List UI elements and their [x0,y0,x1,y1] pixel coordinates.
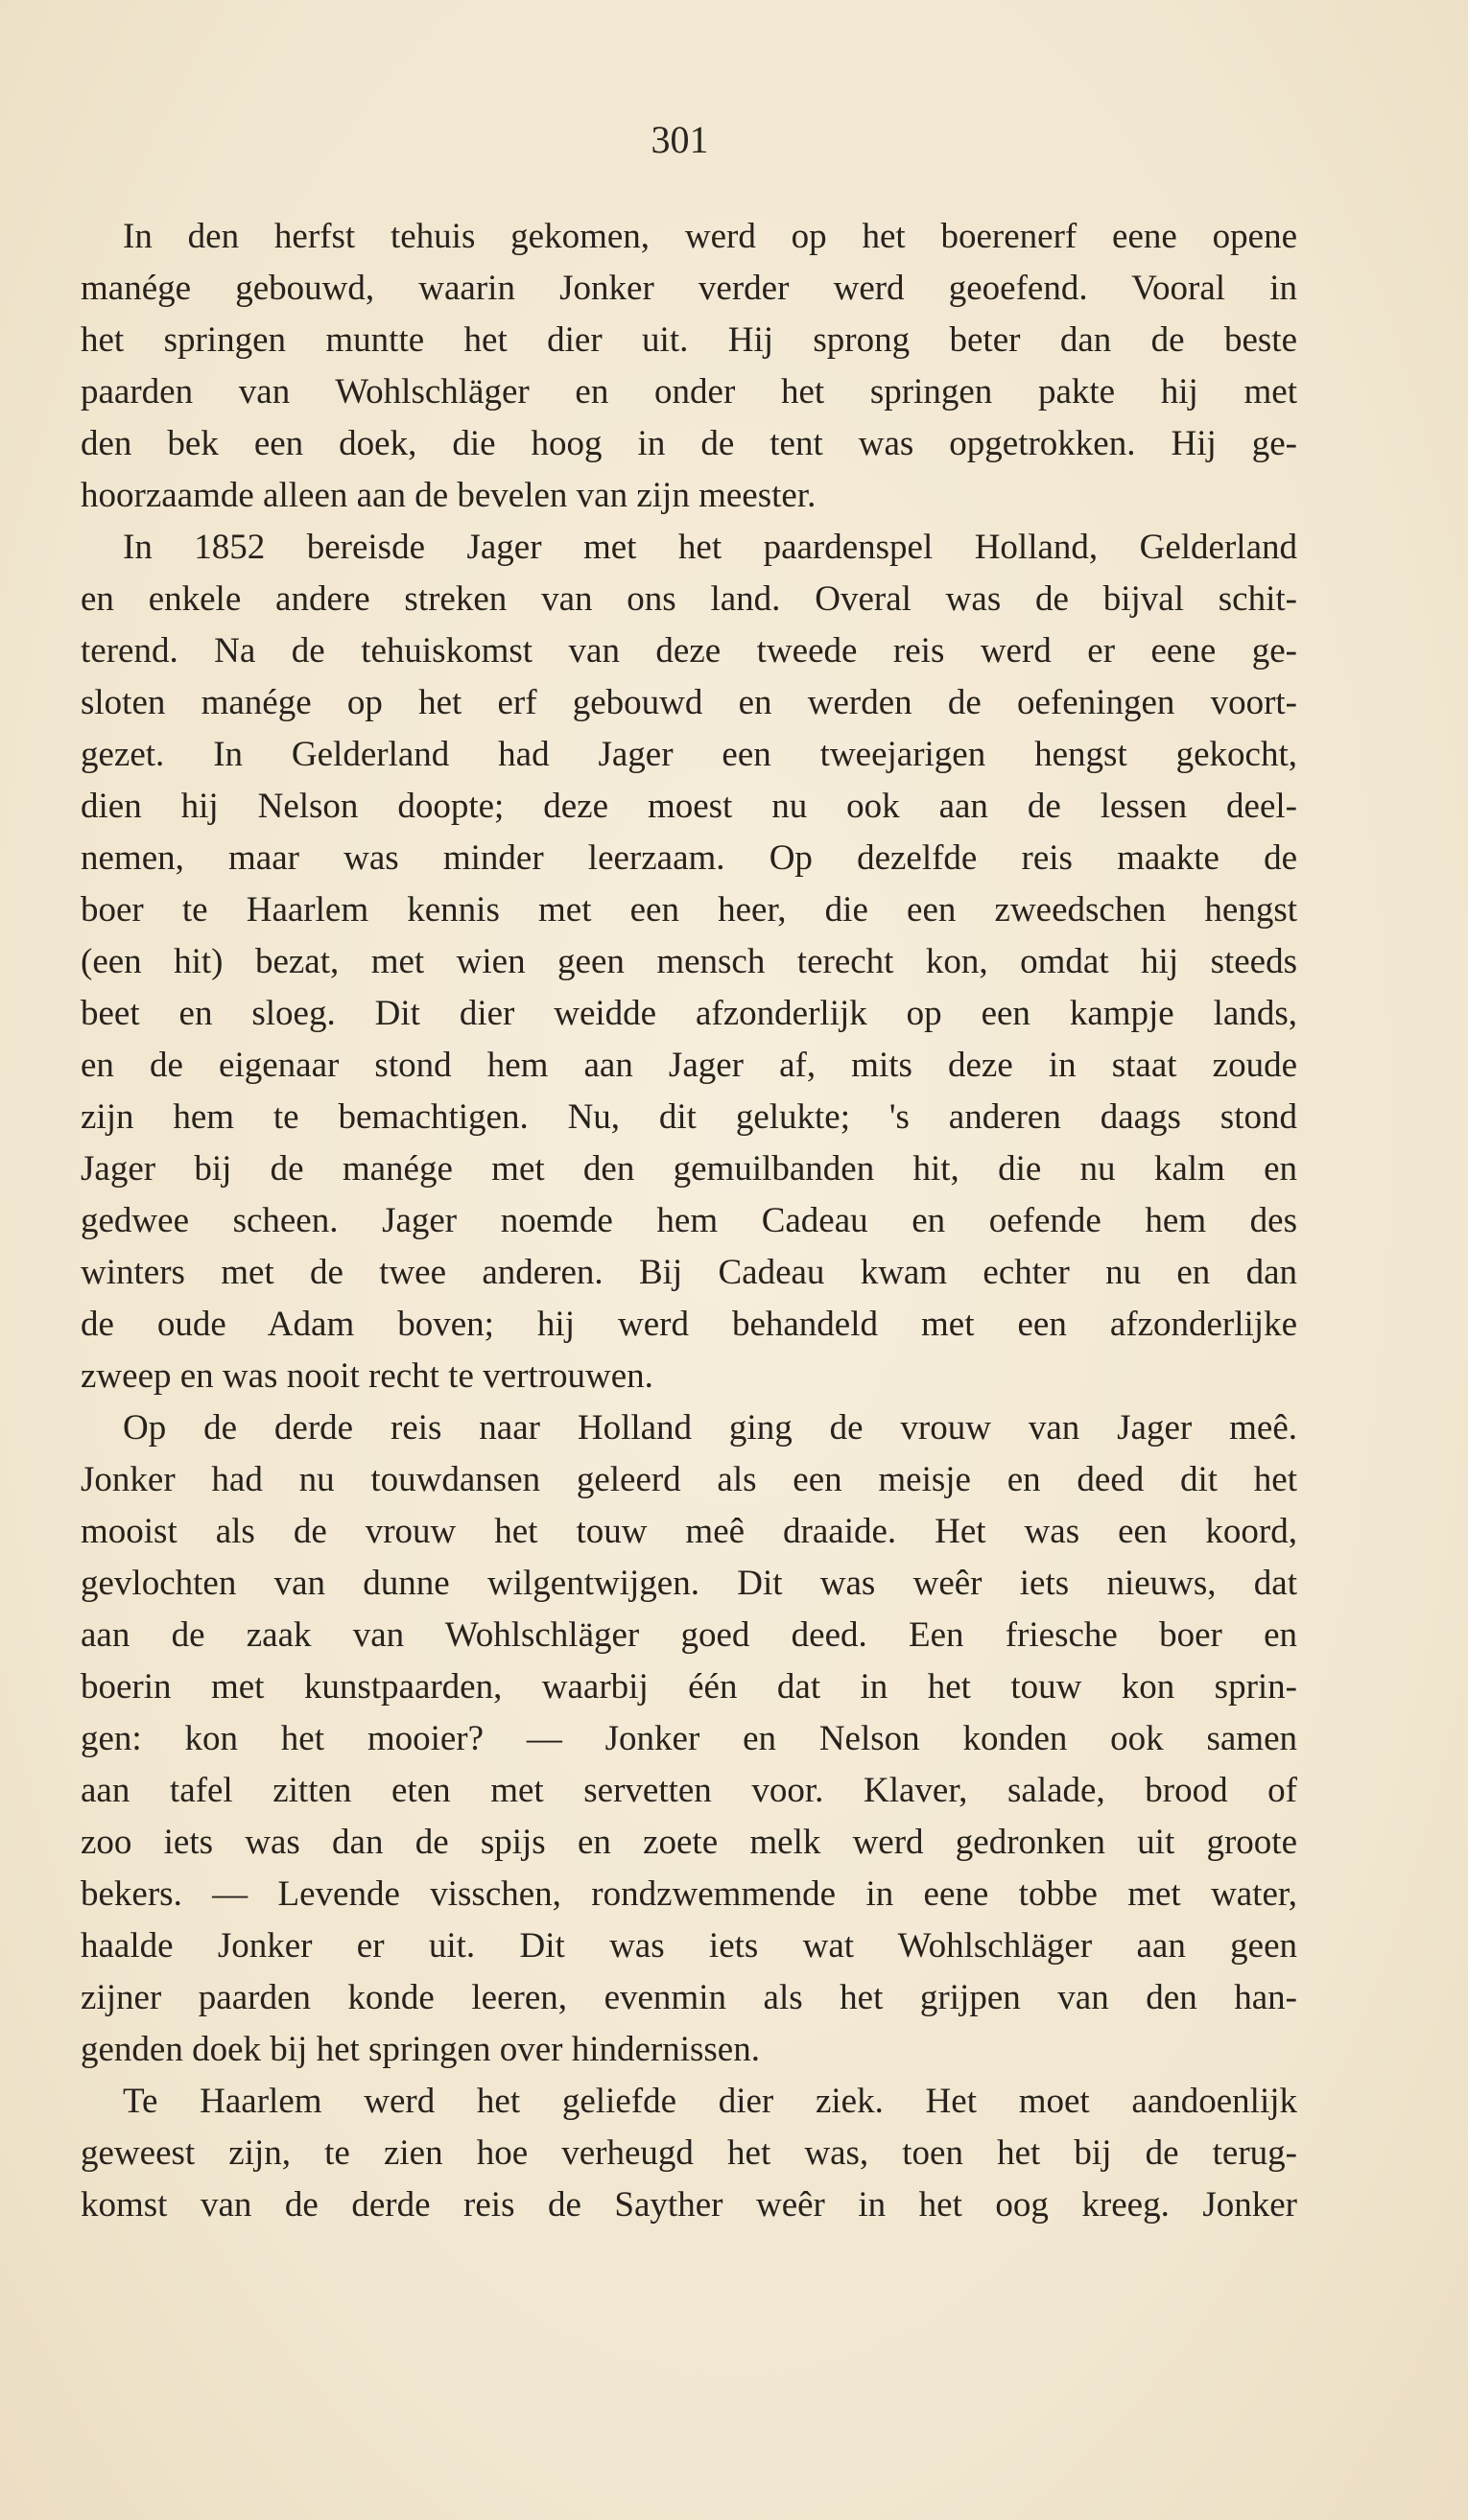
text-line: zijner paarden konde leeren, evenmin als het grijpen van den han- [81,1978,1297,2017]
text-line: hoorzaamde alleen aan de bevelen van zijn meester. [81,476,817,515]
text-line: zijn hem te bemachtigen. Nu, dit gelukte; 's anderen daags stond [81,1097,1297,1137]
text-line: In 1852 bereisde Jager met het paardenspel Holland, Gelderland [123,528,1297,567]
text-line: terend. Na de tehuiskomst van deze tweede reis werd er eene ge- [81,631,1297,671]
text-line: gevlochten van dunne wilgentwijgen. Dit was weêr iets nieuws, dat [81,1564,1297,1603]
text-line: boer te Haarlem kennis met een heer, die een zweedschen hengst [81,890,1297,930]
text-line: manége gebouwd, waarin Jonker verder werd geoefend. Vooral in [81,269,1297,308]
text-line: gezet. In Gelderland had Jager een tweejarigen hengst gekocht, [81,735,1297,774]
text-line: Op de derde reis naar Holland ging de vrouw van Jager meê. [123,1408,1297,1448]
text-line: den bek een doek, die hoog in de tent was opgetrokken. Hij ge- [81,424,1297,463]
text-line: mooist als de vrouw het touw meê draaide. Het was een koord, [81,1512,1297,1551]
text-line: het springen muntte het dier uit. Hij sprong beter dan de beste [81,320,1297,360]
text-line: Te Haarlem werd het geliefde dier ziek. Het moet aandoenlijk [123,2082,1297,2121]
text-line: gen: kon het mooier? — Jonker en Nelson konden ook samen [81,1719,1297,1758]
text-line: Jager bij de manége met den gemuilbanden hit, die nu kalm en [81,1149,1297,1189]
text-line: In den herfst tehuis gekomen, werd op het boerenerf eene opene [123,217,1297,256]
text-line: beet en sloeg. Dit dier weidde afzonderlijk op een kampje lands, [81,994,1297,1033]
text-line: en enkele andere streken van ons land. Overal was de bijval schit- [81,579,1297,619]
page-number: 301 [651,118,709,161]
text-line: zoo iets was dan de spijs en zoete melk werd gedronken uit groote [81,1823,1297,1862]
text-line: paarden van Wohlschläger en onder het springen pakte hij met [81,372,1297,412]
text-line: nemen, maar was minder leerzaam. Op dezelfde reis maakte de [81,838,1297,878]
body-text [81,211,1297,2231]
text-line: genden doek bij het springen over hindernissen. [81,2030,760,2069]
text-line: komst van de derde reis de Sayther weêr in het oog kreeg. Jonker [81,2185,1297,2225]
text-line: sloten manége op het erf gebouwd en werden de oefeningen voort- [81,683,1297,722]
text-line: Jonker had nu touwdansen geleerd als een meisje en deed dit het [81,1460,1297,1499]
text-line: boerin met kunstpaarden, waarbij één dat in het touw kon sprin- [81,1667,1297,1707]
text-line: bekers. — Levende visschen, rondzwemmende in eene tobbe met water, [81,1874,1297,1914]
text-line: gedwee scheen. Jager noemde hem Cadeau en oefende hem des [81,1201,1297,1240]
text-line: zweep en was nooit recht te vertrouwen. [81,1356,653,1396]
text-line: de oude Adam boven; hij werd behandeld met een afzonderlijke [81,1305,1297,1344]
text-line: haalde Jonker er uit. Dit was iets wat Wohlschläger aan geen [81,1926,1297,1966]
text-line: aan tafel zitten eten met servetten voor. Klaver, salade, brood of [81,1771,1297,1810]
text-line: dien hij Nelson doopte; deze moest nu ook aan de lessen deel- [81,787,1297,826]
text-line: en de eigenaar stond hem aan Jager af, mits deze in staat zoude [81,1046,1297,1085]
text-line: winters met de twee anderen. Bij Cadeau kwam echter nu en dan [81,1253,1297,1292]
text-line: geweest zijn, te zien hoe verheugd het was, toen het bij de terug- [81,2133,1297,2173]
text-line: aan de zaak van Wohlschläger goed deed. Een friesche boer en [81,1615,1297,1655]
text-line: (een hit) bezat, met wien geen mensch terecht kon, omdat hij steeds [81,942,1297,981]
